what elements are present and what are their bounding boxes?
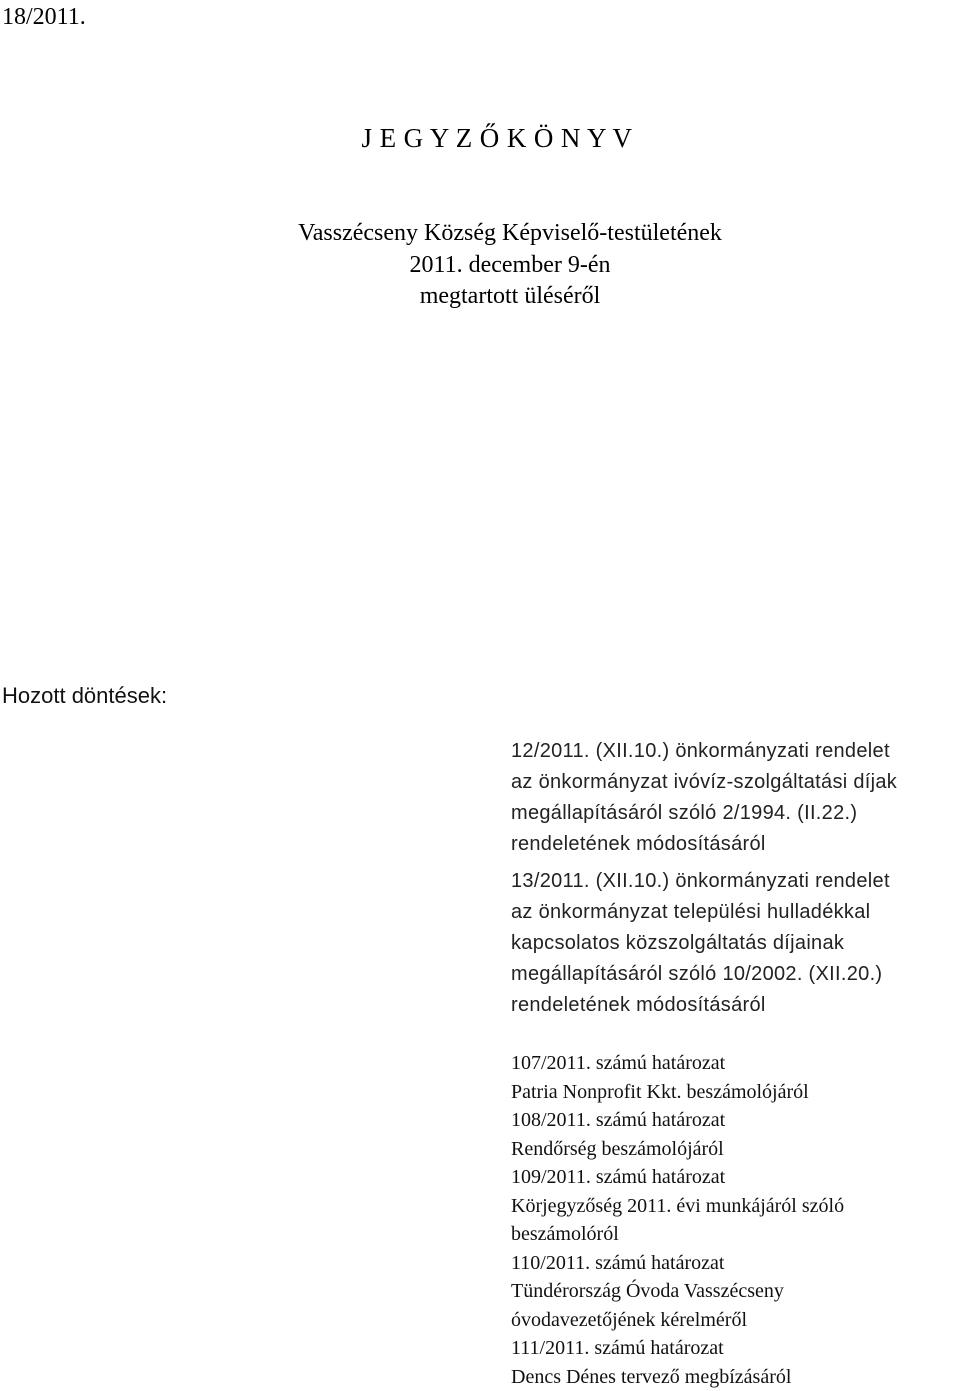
decisions-heading: Hozott döntések: (2, 682, 167, 710)
resolution-number: 110/2011. számú határozat (511, 1249, 844, 1278)
resolution-number: 108/2011. számú határozat (511, 1106, 844, 1135)
resolution-subject: Tündérország Óvoda Vasszécseny (511, 1277, 844, 1306)
resolution-subject: Körjegyzőség 2011. évi munkájáról szóló (511, 1192, 844, 1221)
ordinance-line: rendeletének módosításáról (511, 990, 890, 1021)
resolution-subject: óvodavezetőjének kérelméről (511, 1306, 844, 1335)
ordinance-line: kapcsolatos közszolgáltatás díjainak (511, 928, 890, 959)
meeting-date: 2011. december 9-én (0, 250, 960, 280)
document-title: J E G Y Z Ő K Ö N Y V (0, 121, 960, 155)
ordinance-line: 12/2011. (XII.10.) önkormányzati rendelet (511, 736, 897, 767)
document-subtitle: megtartott üléséről (0, 281, 960, 311)
resolution-number: 109/2011. számú határozat (511, 1163, 844, 1192)
resolution-subject: Patria Nonprofit Kkt. beszámolójáról (511, 1078, 844, 1107)
ordinance-line: megállapításáról szóló 2/1994. (II.22.) (511, 798, 897, 829)
ordinance-item (511, 736, 897, 860)
resolution-number: 107/2011. számú határozat (511, 1049, 844, 1078)
ordinance-line: megállapításáról szóló 10/2002. (XII.20.) (511, 959, 890, 990)
ordinance-line: az önkormányzat települési hulladékkal (511, 897, 890, 928)
ordinance-item (511, 866, 890, 1021)
ordinance-line: rendeletének módosításáról (511, 829, 897, 860)
resolution-number: 111/2011. számú határozat (511, 1334, 844, 1363)
ordinance-line: 13/2011. (XII.10.) önkormányzati rendelet (511, 866, 890, 897)
council-name: Vasszécseny Község Képviselő-testületének (0, 218, 960, 248)
resolution-subject: Dencs Dénes tervező megbízásáról (511, 1363, 844, 1391)
document-number: 18/2011. (2, 2, 86, 32)
ordinance-line: az önkormányzat ivóvíz-szolgáltatási díjak (511, 767, 897, 798)
resolution-list (511, 1049, 844, 1391)
resolution-subject: Rendőrség beszámolójáról (511, 1135, 844, 1164)
resolution-subject: beszámolóról (511, 1220, 844, 1249)
